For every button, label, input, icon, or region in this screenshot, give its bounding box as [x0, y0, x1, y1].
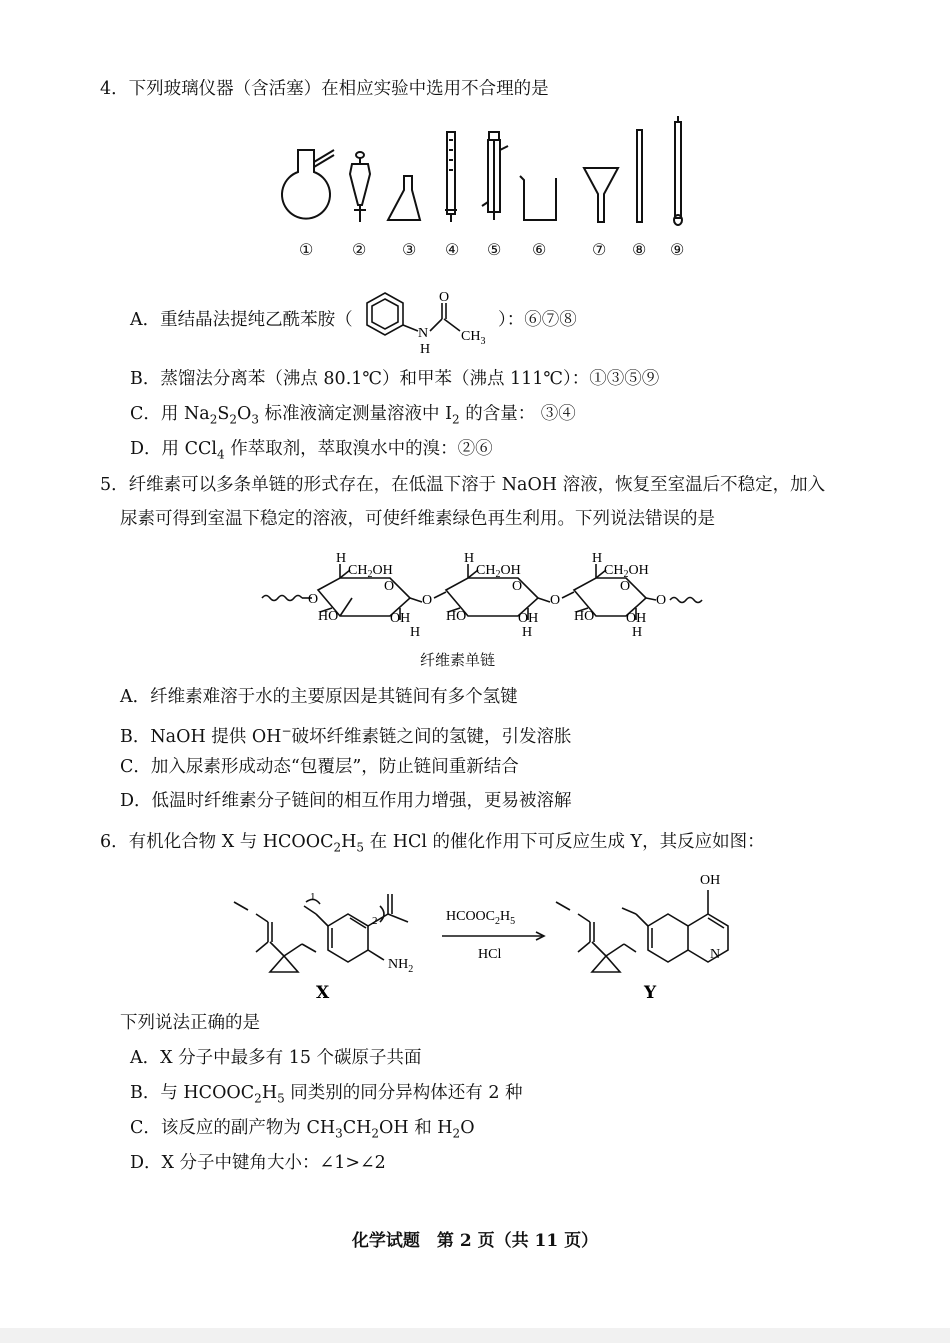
thermometer-icon: [674, 116, 682, 225]
acetanilide-n: N: [418, 326, 429, 341]
instrument-number-6: ⑥: [532, 240, 547, 259]
cellulose-h3: H: [464, 551, 475, 566]
label-x: X: [316, 983, 330, 1003]
reagent-top: $HCOOC_2H_5$: [446, 909, 516, 927]
q6-option-b: B．与 $HCOOC_2H_5$ 同类别的同分异构体还有 2 种: [130, 1083, 523, 1106]
cellulose-o4: O: [656, 593, 667, 608]
page-footer: 化学试题 第 2 页（共 11 页）: [351, 1231, 599, 1251]
q5-stem-line2: 尿素可得到室温下稳定的溶液，可使纤维素绿色再生利用。下列说法错误的是: [120, 509, 715, 529]
instrument-number-5: ⑤: [487, 240, 502, 259]
cellulose-ho2: HO: [446, 609, 467, 624]
q5-option-a: A．纤维素难溶于水的主要原因是其链间有多个氢键: [120, 687, 518, 707]
cellulose-ho3: HO: [574, 609, 595, 624]
q4-option-c: C．用 $Na_2S_2O_3$ 标准液滴定测量溶液中 $I_2$ 的含量： ③④: [130, 404, 576, 427]
burette-icon: [445, 132, 457, 222]
cellulose-ring-o2: O: [512, 579, 523, 594]
reagent-bottom: HCl: [478, 947, 502, 962]
x-angle-1: 1: [310, 891, 316, 903]
cellulose-oh3: OH: [626, 611, 647, 626]
cellulose-o3: O: [550, 593, 561, 608]
scan-edge: [0, 1328, 950, 1343]
instrument-number-3: ③: [402, 240, 417, 259]
cellulose-h4: H: [522, 625, 533, 640]
cellulose-ho1: HO: [318, 609, 339, 624]
q6-stem: 6．有机化合物 X 与 $HCOOC_2H_5$ 在 HCl 的催化作用下可反应生成 Y，其反应如图：: [100, 832, 765, 855]
q4-option-a-answer: ）：⑥⑦⑧: [498, 310, 577, 330]
x-nh2: $NH_2$: [388, 957, 414, 975]
instrument-number-4: ④: [445, 240, 460, 259]
y-oh: OH: [700, 873, 721, 888]
instrument-number-8: ⑧: [632, 240, 647, 259]
q5-option-d: D．低温时纤维素分子链间的相互作用力增强，更易被溶解: [120, 791, 572, 811]
q5-option-b: B．NaOH 提供 OH−破坏纤维素链之间的氢键，引发溶胀: [120, 724, 572, 747]
q5-stem-line1: 5．纤维素可以多条单链的形式存在，在低温下溶于 NaOH 溶液，恢复至室温后不稳定，加入: [100, 475, 826, 495]
cellulose-h5: H: [592, 551, 603, 566]
y-n: N: [710, 947, 721, 962]
x-angle-2: 2: [372, 915, 378, 927]
conical-flask-icon: [388, 176, 420, 220]
cellulose-ring-o1: O: [384, 579, 395, 594]
q6-option-d: D．X 分子中键角大小：∠1>∠2: [130, 1153, 386, 1173]
q6-option-c: C．该反应的副产物为 $CH_3CH_2OH$ 和 $H_2O$: [130, 1118, 475, 1141]
beaker-icon: [520, 176, 556, 220]
acetanilide-o: O: [439, 290, 450, 305]
q5-option-c: C．加入尿素形成动态“包覆层”，防止链间重新结合: [120, 757, 519, 777]
cellulose-ch2oh-3: $CH_2OH$: [604, 563, 649, 580]
acetanilide-structure: [360, 285, 520, 355]
instrument-number-1: ①: [299, 240, 314, 259]
q4-option-a: A．重结晶法提纯乙酰苯胺（: [130, 310, 353, 330]
label-y: Y: [644, 983, 657, 1003]
cellulose-ring-o3: O: [620, 579, 631, 594]
acetanilide-ch3: $CH_3$: [461, 329, 486, 347]
cellulose-o1: O: [308, 592, 319, 607]
cellulose-oh1: OH: [390, 611, 411, 626]
q6-option-a: A．X 分子中最多有 15 个碳原子共面: [130, 1048, 422, 1068]
q4-option-b: B．蒸馏法分离苯（沸点 80.1℃）和甲苯（沸点 111℃）：①③⑤⑨: [130, 369, 660, 389]
cellulose-oh2: OH: [518, 611, 539, 626]
instrument-number-9: ⑨: [670, 240, 685, 259]
cellulose-ch2oh-2: $CH_2OH$: [476, 563, 521, 580]
cellulose-h1: H: [336, 551, 347, 566]
distillation-flask-icon: [282, 150, 334, 219]
cellulose-chain-structure: [250, 548, 720, 648]
funnel-icon: [584, 168, 618, 222]
cellulose-h6: H: [632, 625, 643, 640]
cellulose-ch2oh-1: $CH_2OH$: [348, 563, 393, 580]
acetanilide-h: H: [420, 342, 431, 357]
glass-rod-icon: [637, 130, 642, 222]
instrument-number-2: ②: [352, 240, 367, 259]
separatory-funnel-icon: [350, 152, 370, 222]
reaction-scheme: [220, 866, 780, 1006]
glassware-figure: [0, 110, 950, 270]
q4-option-d: D．用 CCl$_4$ 作萃取剂，萃取溴水中的溴：②⑥: [130, 439, 493, 462]
instrument-number-7: ⑦: [592, 240, 607, 259]
q4-stem: 4．下列玻璃仪器（含活塞）在相应实验中选用不合理的是: [100, 79, 549, 99]
cellulose-o2: O: [422, 593, 433, 608]
q6-question: 下列说法正确的是: [120, 1013, 260, 1033]
cellulose-h2: H: [410, 625, 421, 640]
condenser-icon: [482, 132, 508, 220]
cellulose-caption: 纤维素单链: [420, 651, 496, 669]
